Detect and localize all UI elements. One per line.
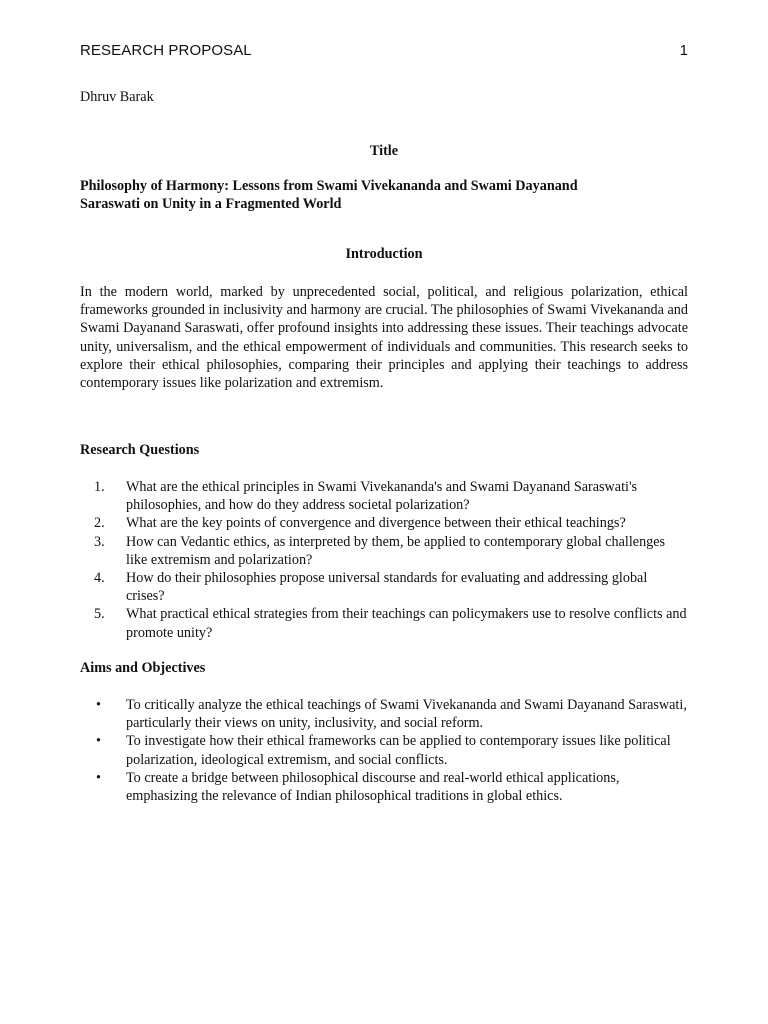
- list-number: 1.: [94, 479, 105, 495]
- research-questions-heading: Research Questions: [80, 442, 200, 458]
- list-item-text: What are the ethical principles in Swami Vivekananda's and Swami Dayanand Saraswati's philosophies, and how do they address societal polarization?: [126, 479, 638, 514]
- list-number: 4.: [94, 570, 105, 587]
- research-questions-list: [80, 478, 688, 642]
- list-number: 5.: [94, 606, 105, 623]
- aims-heading: Aims and Objectives: [80, 660, 206, 676]
- page-number: 1: [679, 42, 688, 59]
- list-item: [80, 696, 688, 732]
- list-item: [80, 569, 688, 605]
- list-item: [80, 514, 688, 532]
- list-item: [80, 769, 688, 805]
- list-item-text: How do their philosophies propose universal standards for evaluating and addressing global crises?: [126, 570, 648, 605]
- author-name: Dhruv Barak: [80, 89, 154, 105]
- list-item-text: What practical ethical strategies from their teachings can policymakers use to resolve conflicts and promote unity?: [126, 606, 687, 641]
- list-item: [80, 605, 688, 641]
- list-number: 3.: [94, 533, 105, 550]
- list-item-text: To create a bridge between philosophical discourse and real-world ethical applications, emphasizing the relevance of Indian philosophical traditions in global ethics.: [126, 769, 620, 805]
- list-item: [80, 478, 688, 514]
- aims-list: [80, 696, 688, 805]
- paper-title: Philosophy of Harmony: Lessons from Swami Vivekananda and Swami Dayanand Saraswati on Unity in a Fragmented World: [80, 178, 578, 213]
- bullet-icon: •: [96, 697, 101, 713]
- list-item-text: To critically analyze the ethical teachings of Swami Vivekananda and Swami Dayanand Saraswati, particularly their views on unity, inclusivity, and social reform.: [126, 697, 687, 732]
- title-heading: Title: [369, 143, 399, 159]
- bullet-icon: •: [96, 769, 101, 786]
- list-item-text: How can Vedantic ethics, as interpreted by them, be applied to contemporary global challenges like extremism and polarization?: [126, 533, 666, 568]
- introduction-heading: Introduction: [345, 246, 423, 262]
- list-number: 2.: [94, 515, 105, 532]
- introduction-paragraph: In the modern world, marked by unprecedented social, political, and religious polarization, ethical frameworks grounded in inclusivity and harmony are crucial. The philosophies of Swami Vivekananda and Swami Dayanand Saraswati, offer profound insights into addressing these issues. Their teachings advocate unity, universalism, and the ethical empowerment of individuals and communities. This research seeks to explore their ethical philosophies, comparing their principles and applying their teachings to address contemporary issues like polarization and extremism.: [80, 284, 688, 392]
- running-head: RESEARCH PROPOSAL: [80, 42, 252, 59]
- list-item: [80, 533, 688, 569]
- list-item-text: To investigate how their ethical frameworks can be applied to contemporary issues like political polarization, ideological extremism, and social conflicts.: [126, 733, 671, 768]
- list-item-text: What are the key points of convergence and divergence between their ethical teachings?: [126, 515, 626, 532]
- bullet-icon: •: [96, 733, 101, 750]
- list-item: [80, 732, 688, 768]
